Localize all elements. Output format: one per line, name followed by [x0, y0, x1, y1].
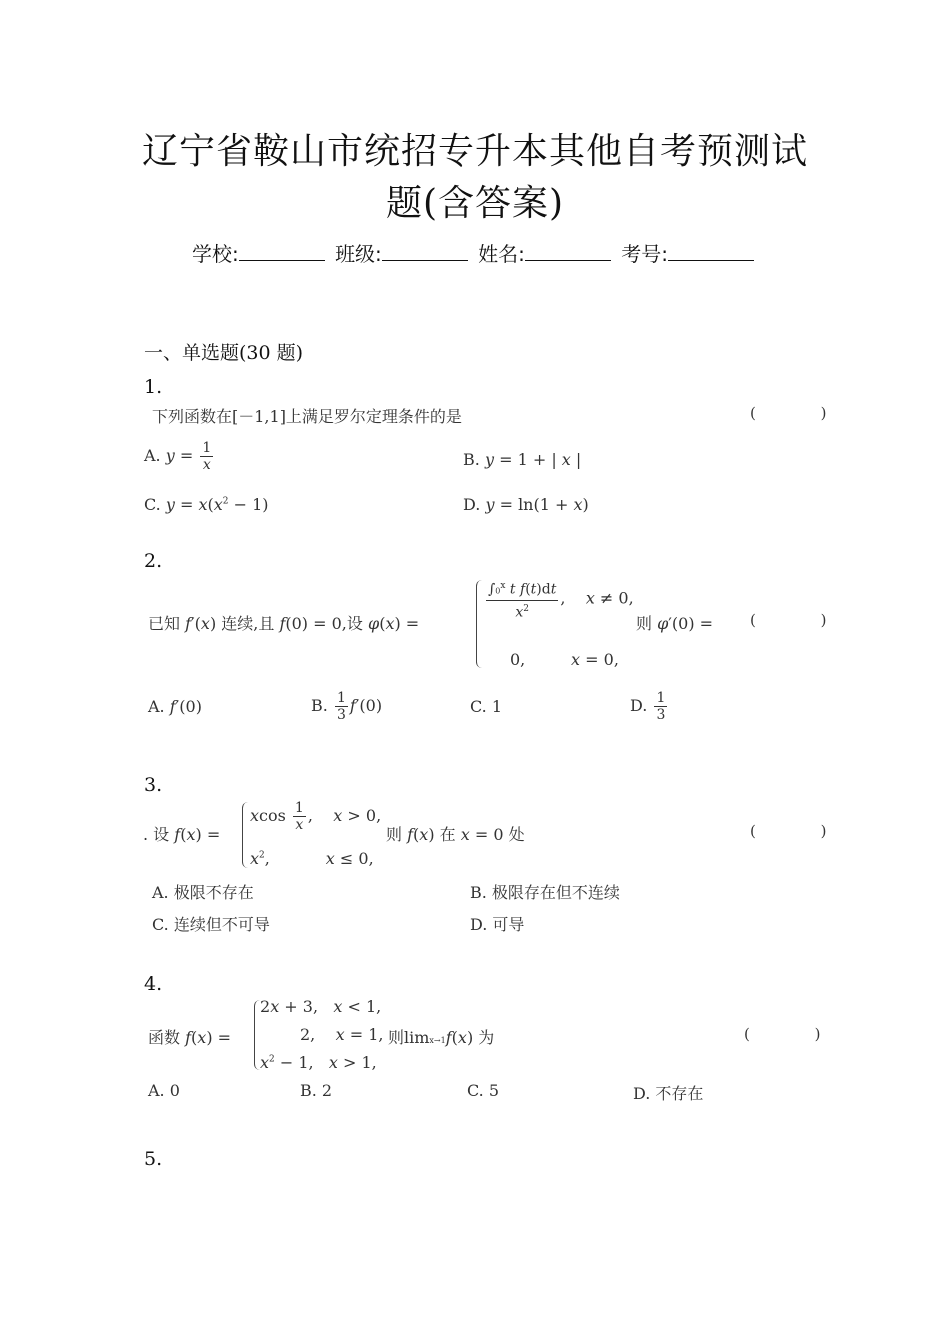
student-info-row [0, 238, 950, 267]
question-1-option-c: C. $y = x(x^2 - 1)$ [144, 495, 269, 514]
question-1-option-a: A. y = $\frac{1}{x}$ [144, 440, 212, 473]
question-3-brace [242, 802, 249, 868]
question-1-number: 1. [144, 376, 163, 398]
question-1-answer-paren: ( ) [750, 404, 857, 422]
question-3-stem-left: . 设 f(x) = [143, 825, 221, 844]
question-2-case1: $\frac{\int 0^x t f(t)dt}{x^2}$ , x ≠ 0, [484, 578, 634, 620]
question-2-option-b: B. $\frac{1}{3}$ f′(0) [311, 690, 383, 723]
question-4-option-a: A. 0 [148, 1081, 180, 1100]
question-3-option-b: B. 极限存在但不连续 [470, 883, 620, 902]
name-label: 姓名: [478, 242, 525, 266]
question-4-stem-left: 函数 f(x) = [148, 1028, 232, 1047]
question-2-stem-left: 已知 f′(x) 连续,且 f(0) = 0,设 φ(x) = [148, 614, 420, 633]
question-3-case2: $x^2$, x ≤ 0, [250, 849, 374, 868]
question-2-number: 2. [144, 550, 163, 572]
question-1-option-d: D. y = ln(1 + x) [463, 495, 589, 514]
class-label: 班级: [335, 242, 382, 266]
question-3-number: 3. [144, 774, 163, 796]
question-4-option-c: C. 5 [467, 1081, 500, 1100]
question-4-case3: $x^2 - 1$, x > 1, [260, 1053, 377, 1072]
question-1-option-b: B. y = 1 + | x | [463, 450, 582, 469]
question-3-case1: xcos $\frac{1}{x}$ , x > 0, [250, 800, 382, 833]
number-label: 考号: [621, 242, 669, 266]
question-2-answer-paren: ( ) [750, 611, 857, 629]
question-4-option-b: B. 2 [300, 1081, 333, 1100]
school-blank[interactable] [239, 242, 325, 261]
question-2-option-d: D. $\frac{1}{3}$ [630, 690, 666, 723]
number-blank[interactable] [668, 242, 754, 261]
section-heading: 一、单选题(30 题) [144, 342, 304, 364]
question-4-stem-right: 则limx→1f(x) 为 [388, 1028, 495, 1047]
class-blank[interactable] [382, 242, 468, 261]
school-label: 学校: [191, 242, 239, 266]
question-3-stem-right: 则 f(x) 在 x = 0 处 [386, 825, 525, 844]
question-2-option-c: C. 1 [470, 697, 503, 716]
question-4-case2: 2, x = 1, [300, 1025, 384, 1044]
question-3-option-c: C. 连续但不可导 [152, 915, 270, 934]
question-4-option-d: D. 不存在 [633, 1084, 704, 1103]
question-5-number: 5. [144, 1148, 163, 1170]
question-1-stem: 下列函数在[－1,1]上满足罗尔定理条件的是 [152, 407, 462, 426]
name-blank[interactable] [525, 242, 611, 261]
document-title-line2: 题(含答案) [385, 183, 565, 224]
question-3-option-d: D. 可导 [470, 915, 525, 934]
question-3-answer-paren: ( ) [750, 822, 857, 840]
question-3-option-a: A. 极限不存在 [152, 883, 254, 902]
question-2-brace [476, 580, 483, 668]
question-4-answer-paren: ( ) [744, 1025, 851, 1043]
question-2-stem-right: 则 φ′(0) = [636, 614, 714, 633]
document-title-line1: 辽宁省鞍山市统招专升本其他自考预测试 [141, 131, 808, 172]
question-2-option-a: A. f′(0) [148, 697, 202, 716]
question-4-case1: 2x + 3, x < 1, [260, 997, 382, 1016]
question-4-number: 4. [144, 973, 163, 995]
question-2-case2: 0, x = 0, [510, 650, 619, 669]
